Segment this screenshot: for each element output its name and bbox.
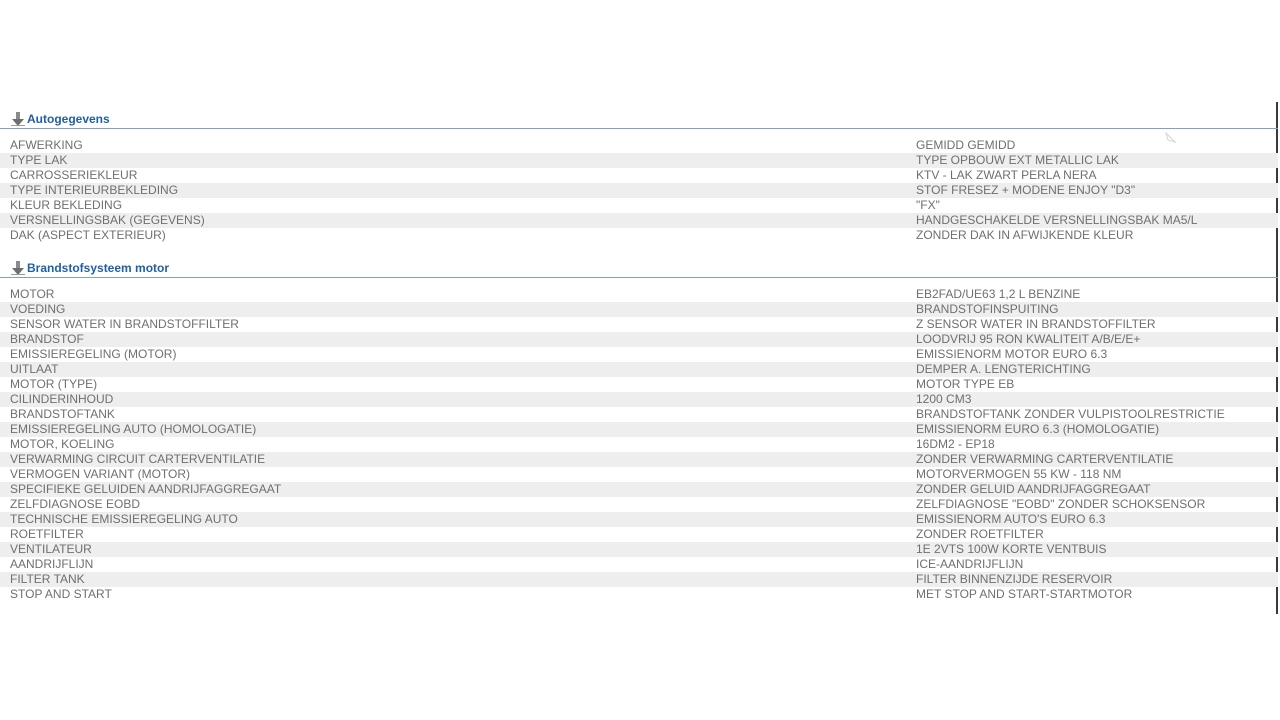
spec-row bbox=[0, 437, 1278, 452]
spec-value: ZELFDIAGNOSE "EOBD" ZONDER SCHOKSENSOR bbox=[916, 497, 1206, 511]
spec-label: TYPE INTERIEURBEKLEDING bbox=[10, 183, 179, 197]
spec-row bbox=[0, 347, 1278, 362]
spec-value: STOF FRESEZ + MODENE ENJOY "D3" bbox=[916, 183, 1136, 197]
spec-value: EB2FAD/UE63 1,2 L BENZINE bbox=[916, 287, 1081, 301]
spec-label: TECHNISCHE EMISSIEREGELING AUTO bbox=[10, 512, 238, 526]
spec-value: FILTER BINNENZIJDE RESERVOIR bbox=[916, 572, 1113, 586]
spec-row bbox=[0, 452, 1278, 467]
spec-value: ZONDER GELUID AANDRIJFAGGREGAAT bbox=[916, 482, 1151, 496]
spec-value: ZONDER ROETFILTER bbox=[916, 527, 1044, 541]
spec-label: VERSNELLINGSBAK (GEGEVENS) bbox=[10, 213, 205, 227]
spec-row bbox=[0, 153, 1278, 168]
spec-label: AANDRIJFLIJN bbox=[10, 557, 94, 571]
section-header[interactable] bbox=[0, 102, 1278, 129]
spec-row bbox=[0, 213, 1278, 228]
spec-list bbox=[0, 287, 1278, 602]
spec-row bbox=[0, 138, 1278, 153]
spec-label: BRANDSTOF bbox=[10, 332, 84, 346]
spec-label: VOEDING bbox=[10, 302, 66, 316]
spec-value: "FX" bbox=[916, 198, 940, 212]
spec-value: 1E 2VTS 100W KORTE VENTBUIS bbox=[916, 542, 1107, 556]
spec-row bbox=[0, 422, 1278, 437]
section-brandstofsysteem-motor bbox=[0, 251, 1278, 602]
section-title: Brandstofsysteem motor bbox=[27, 261, 170, 275]
spec-label: MOTOR, KOELING bbox=[10, 437, 115, 451]
spec-value: DEMPER A. LENGTERICHTING bbox=[916, 362, 1091, 376]
spec-value: KTV - LAK ZWART PERLA NERA bbox=[916, 168, 1097, 182]
spec-label: VENTILATEUR bbox=[10, 542, 92, 556]
spec-value: BRANDSTOFINSPUITING bbox=[916, 302, 1059, 316]
spec-label: VERMOGEN VARIANT (MOTOR) bbox=[10, 467, 191, 481]
spec-label: EMISSIEREGELING (MOTOR) bbox=[10, 347, 177, 361]
spec-row bbox=[0, 198, 1278, 213]
spec-row bbox=[0, 332, 1278, 347]
spec-row bbox=[0, 287, 1278, 302]
spec-row bbox=[0, 362, 1278, 377]
spec-row bbox=[0, 392, 1278, 407]
spec-value: MOTOR TYPE EB bbox=[916, 377, 1015, 391]
spec-value: 1200 CM3 bbox=[916, 392, 972, 406]
spec-label: DAK (ASPECT EXTERIEUR) bbox=[10, 228, 166, 242]
section-title: Autogegevens bbox=[27, 112, 110, 126]
spec-value: Z SENSOR WATER IN BRANDSTOFFILTER bbox=[916, 317, 1156, 331]
spec-label: MOTOR (TYPE) bbox=[10, 377, 98, 391]
spec-value: EMISSIENORM AUTO'S EURO 6.3 bbox=[916, 512, 1106, 526]
spec-value: MET STOP AND START-STARTMOTOR bbox=[916, 587, 1133, 601]
spec-label: EMISSIEREGELING AUTO (HOMOLOGATIE) bbox=[10, 422, 257, 436]
spec-row bbox=[0, 512, 1278, 527]
spec-row bbox=[0, 482, 1278, 497]
spec-label: VERWARMING CIRCUIT CARTERVENTILATIE bbox=[10, 452, 266, 466]
spec-label: KLEUR BEKLEDING bbox=[10, 198, 123, 212]
spec-row bbox=[0, 497, 1278, 512]
spec-label: SENSOR WATER IN BRANDSTOFFILTER bbox=[10, 317, 239, 331]
spec-row bbox=[0, 467, 1278, 482]
spec-value: 16DM2 - EP18 bbox=[916, 437, 995, 451]
spec-row bbox=[0, 377, 1278, 392]
spec-value: ZONDER VERWARMING CARTERVENTILATIE bbox=[916, 452, 1174, 466]
spec-row bbox=[0, 317, 1278, 332]
spec-row bbox=[0, 407, 1278, 422]
spec-label: STOP AND START bbox=[10, 587, 112, 601]
spec-value: BRANDSTOFTANK ZONDER VULPISTOOLRESTRICTIE bbox=[916, 407, 1225, 421]
arrow-down-icon[interactable] bbox=[11, 111, 25, 127]
spec-label: CARROSSERIEKLEUR bbox=[10, 168, 138, 182]
spec-row bbox=[0, 228, 1278, 243]
spec-value: GEMIDD GEMIDD bbox=[916, 138, 1016, 152]
spec-value: ICE-AANDRIJFLIJN bbox=[916, 557, 1024, 571]
spec-value: EMISSIENORM EURO 6.3 (HOMOLOGATIE) bbox=[916, 422, 1160, 436]
spec-value: TYPE OPBOUW EXT METALLIC LAK bbox=[916, 153, 1119, 167]
section-autogegevens bbox=[0, 102, 1278, 243]
spec-row bbox=[0, 168, 1278, 183]
section-header[interactable] bbox=[0, 251, 1278, 278]
spec-row bbox=[0, 183, 1278, 198]
spec-label: UITLAAT bbox=[10, 362, 59, 376]
spec-label: SPECIFIEKE GELUIDEN AANDRIJFAGGREGAAT bbox=[10, 482, 282, 496]
spec-label: ZELFDIAGNOSE EOBD bbox=[10, 497, 141, 511]
spec-label: ROETFILTER bbox=[10, 527, 84, 541]
faded-triangle-icon bbox=[1164, 132, 1176, 144]
spec-label: BRANDSTOFTANK bbox=[10, 407, 115, 421]
spec-value: MOTORVERMOGEN 55 KW - 118 NM bbox=[916, 467, 1122, 481]
spec-row bbox=[0, 527, 1278, 542]
spec-value: HANDGESCHAKELDE VERSNELLINGSBAK MA5/L bbox=[916, 213, 1198, 227]
spec-row bbox=[0, 302, 1278, 317]
spec-value: EMISSIENORM MOTOR EURO 6.3 bbox=[916, 347, 1108, 361]
spec-label: CILINDERINHOUD bbox=[10, 392, 114, 406]
spec-row bbox=[0, 557, 1278, 572]
spec-label: MOTOR bbox=[10, 287, 55, 301]
spec-list bbox=[0, 138, 1278, 243]
spec-value: ZONDER DAK IN AFWIJKENDE KLEUR bbox=[916, 228, 1134, 242]
spec-row bbox=[0, 587, 1278, 602]
arrow-down-icon[interactable] bbox=[11, 260, 25, 276]
spec-label: TYPE LAK bbox=[10, 153, 68, 167]
spec-row bbox=[0, 572, 1278, 587]
spec-label: FILTER TANK bbox=[10, 572, 85, 586]
spec-label: AFWERKING bbox=[10, 138, 83, 152]
spec-row bbox=[0, 542, 1278, 557]
spec-value: LOODVRIJ 95 RON KWALITEIT A/B/E/E+ bbox=[916, 332, 1141, 346]
